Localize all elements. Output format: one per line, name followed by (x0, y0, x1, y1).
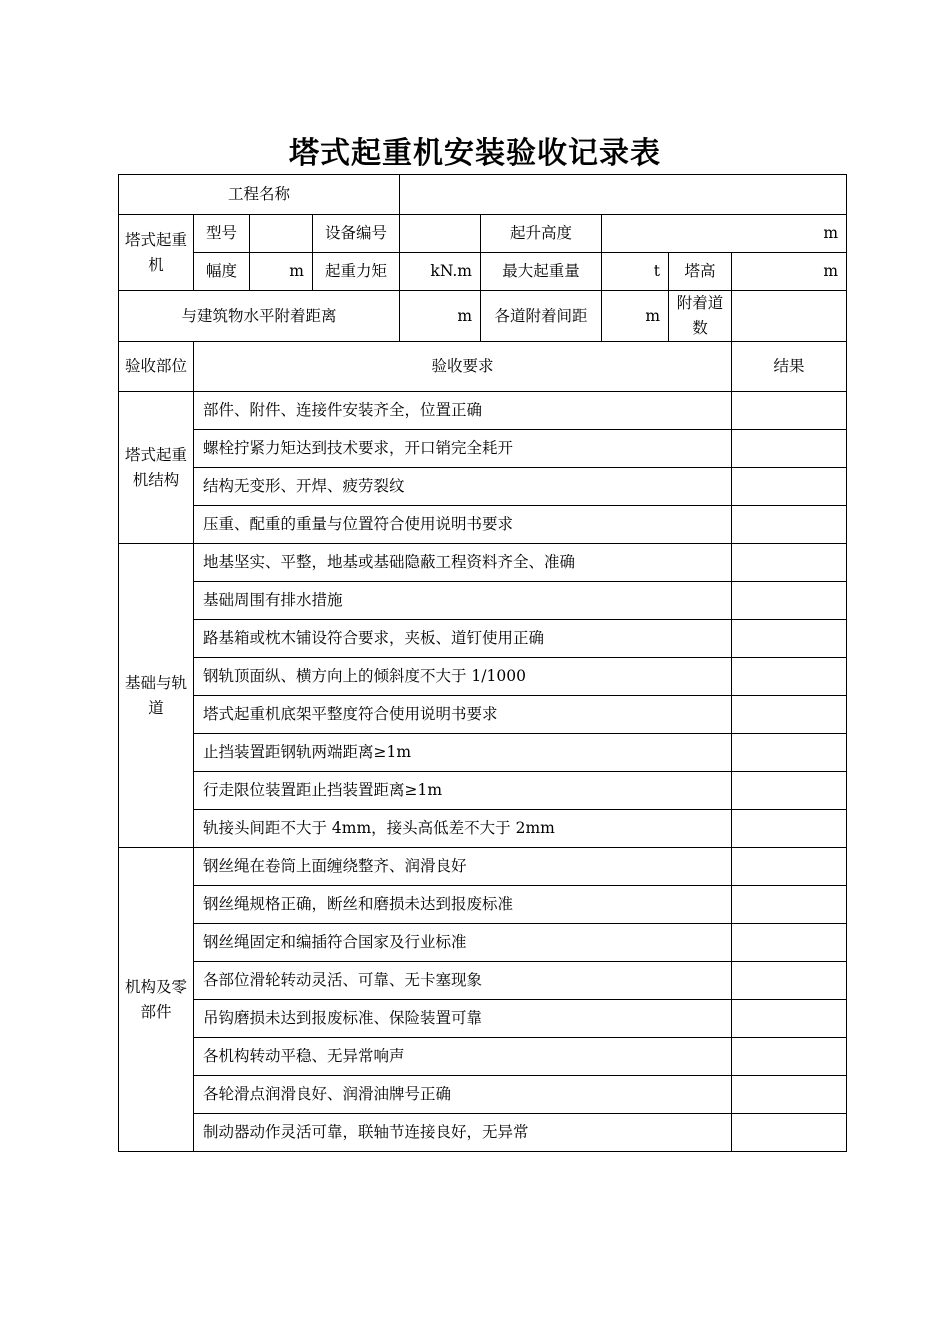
table-row (119, 1114, 847, 1152)
result-cell[interactable] (732, 1114, 847, 1152)
table-row (119, 1076, 847, 1114)
result-cell[interactable] (732, 430, 847, 468)
requirement-item: 路基箱或枕木铺设符合要求，夹板、道钉使用正确 (194, 620, 732, 658)
page-title: 塔式起重机安装验收记录表 (289, 136, 661, 171)
crane-label: 塔式起重机 (119, 215, 194, 291)
column-header-result: 结果 (732, 342, 847, 392)
attachment-row (119, 291, 847, 342)
result-cell[interactable] (732, 962, 847, 1000)
attach-count-value[interactable] (732, 291, 847, 342)
moment-unit[interactable]: kN.m (400, 253, 481, 291)
result-cell[interactable] (732, 1076, 847, 1114)
column-header-part: 验收部位 (119, 342, 194, 392)
result-cell[interactable] (732, 810, 847, 848)
result-cell[interactable] (732, 924, 847, 962)
lift-height-unit[interactable]: m (602, 215, 847, 253)
table-row (119, 544, 847, 582)
table-row (119, 810, 847, 848)
attach-distance-label: 与建筑物水平附着距离 (119, 291, 400, 342)
result-cell[interactable] (732, 392, 847, 430)
moment-label: 起重力矩 (313, 253, 400, 291)
requirement-item: 钢丝绳在卷筒上面缠绕整齐、润滑良好 (194, 848, 732, 886)
tower-height-unit[interactable]: m (732, 253, 847, 291)
tower-height-label: 塔高 (669, 253, 732, 291)
section-label: 塔式起重机结构 (119, 392, 194, 544)
table-row (119, 734, 847, 772)
requirement-item: 各部位滑轮转动灵活、可靠、无卡塞现象 (194, 962, 732, 1000)
requirement-item: 制动器动作灵活可靠，联轴节连接良好，无异常 (194, 1114, 732, 1152)
table-row (119, 962, 847, 1000)
requirement-item: 吊钩磨损未达到报废标准、保险装置可靠 (194, 1000, 732, 1038)
acceptance-form-table (118, 174, 847, 1152)
result-cell[interactable] (732, 544, 847, 582)
table-row (119, 506, 847, 544)
form-body (119, 175, 847, 1152)
model-value[interactable] (250, 215, 313, 253)
table-row (119, 848, 847, 886)
table-row (119, 886, 847, 924)
requirement-item: 结构无变形、开焊、疲劳裂纹 (194, 468, 732, 506)
project-name-row (119, 175, 847, 215)
table-row (119, 924, 847, 962)
amplitude-label: 幅度 (194, 253, 250, 291)
crane-spec-row-2 (119, 253, 847, 291)
table-row (119, 392, 847, 430)
crane-spec-row-1 (119, 215, 847, 253)
requirement-item: 部件、附件、连接件安装齐全，位置正确 (194, 392, 732, 430)
requirement-item: 基础周围有排水措施 (194, 582, 732, 620)
result-cell[interactable] (732, 1000, 847, 1038)
column-header-row (119, 342, 847, 392)
result-cell[interactable] (732, 696, 847, 734)
requirement-item: 钢丝绳固定和编插符合国家及行业标准 (194, 924, 732, 962)
table-row (119, 772, 847, 810)
project-name-label: 工程名称 (119, 175, 400, 215)
result-cell[interactable] (732, 620, 847, 658)
column-header-requirement: 验收要求 (194, 342, 732, 392)
result-cell[interactable] (732, 1038, 847, 1076)
attach-spacing-unit[interactable]: m (602, 291, 669, 342)
requirement-item: 钢丝绳规格正确，断丝和磨损未达到报废标准 (194, 886, 732, 924)
result-cell[interactable] (732, 506, 847, 544)
table-row (119, 468, 847, 506)
table-row (119, 430, 847, 468)
requirement-item: 行走限位装置距止挡装置距离≥1m (194, 772, 732, 810)
result-cell[interactable] (732, 582, 847, 620)
result-cell[interactable] (732, 772, 847, 810)
attach-count-label: 附着道数 (669, 291, 732, 342)
max-load-label: 最大起重量 (481, 253, 602, 291)
requirement-item: 压重、配重的重量与位置符合使用说明书要求 (194, 506, 732, 544)
requirement-item: 各机构转动平稳、无异常响声 (194, 1038, 732, 1076)
table-row (119, 1000, 847, 1038)
requirement-item: 钢轨顶面纵、横方向上的倾斜度不大于 1/1000 (194, 658, 732, 696)
equipment-no-label: 设备编号 (313, 215, 400, 253)
lift-height-label: 起升高度 (481, 215, 602, 253)
equipment-no-value[interactable] (400, 215, 481, 253)
requirement-item: 各轮滑点润滑良好、润滑油牌号正确 (194, 1076, 732, 1114)
table-row (119, 1038, 847, 1076)
max-load-unit[interactable]: t (602, 253, 669, 291)
result-cell[interactable] (732, 734, 847, 772)
requirement-item: 塔式起重机底架平整度符合使用说明书要求 (194, 696, 732, 734)
table-row (119, 658, 847, 696)
result-cell[interactable] (732, 658, 847, 696)
table-row (119, 696, 847, 734)
requirement-item: 轨接头间距不大于 4mm，接头高低差不大于 2mm (194, 810, 732, 848)
requirement-item: 螺栓拧紧力矩达到技术要求，开口销完全耗开 (194, 430, 732, 468)
result-cell[interactable] (732, 468, 847, 506)
result-cell[interactable] (732, 886, 847, 924)
requirement-item: 地基坚实、平整，地基或基础隐蔽工程资料齐全、准确 (194, 544, 732, 582)
section-label: 机构及零部件 (119, 848, 194, 1152)
model-label: 型号 (194, 215, 250, 253)
attach-spacing-label: 各道附着间距 (481, 291, 602, 342)
amplitude-unit[interactable]: m (250, 253, 313, 291)
table-row (119, 582, 847, 620)
result-cell[interactable] (732, 848, 847, 886)
table-row (119, 620, 847, 658)
attach-distance-unit[interactable]: m (400, 291, 481, 342)
section-label: 基础与轨道 (119, 544, 194, 848)
project-name-value[interactable] (400, 175, 847, 215)
requirement-item: 止挡装置距钢轨两端距离≥1m (194, 734, 732, 772)
